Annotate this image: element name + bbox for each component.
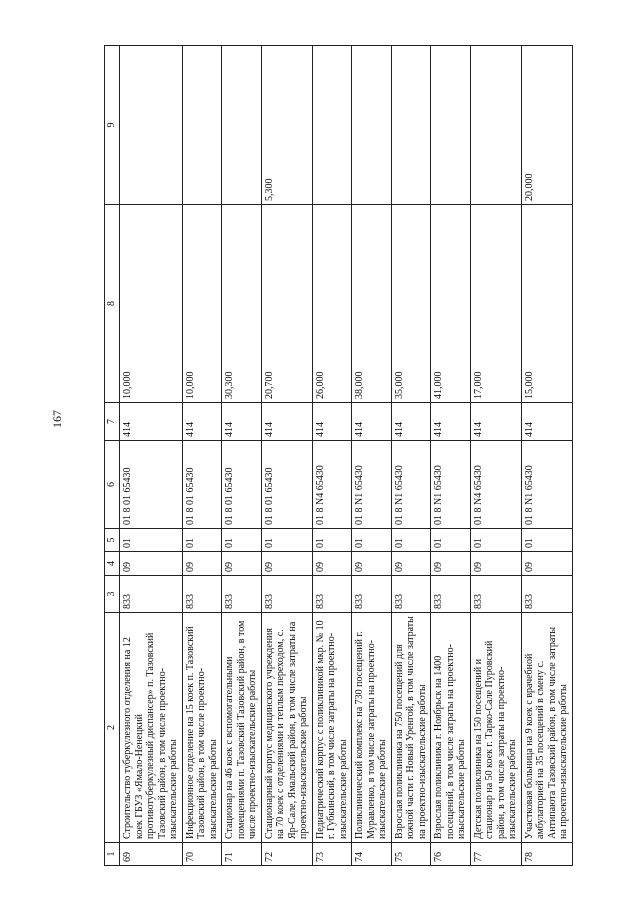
row-number: 70 — [182, 843, 222, 866]
amount-col8: 30,300 — [222, 205, 262, 403]
amount-col8: 41,000 — [431, 205, 471, 403]
object-name: Стационар на 46 коек с вспомогательными помещениями п. Тазовский Тазовский район, в том числе проектно-изыскательские работы — [222, 613, 262, 843]
object-name: Инфекционное отделение на 15 коек п. Тазовский Тазовский район, в том числе проектно-изыскательские работы — [182, 613, 222, 843]
object-name: Детская поликлиника на 150 посещений и стационар на 50 коек г. Тарко-Сале Пуровский район, в том числе затраты на проектно-изыскательские работы — [470, 613, 521, 843]
col-header: 8 — [105, 205, 120, 403]
ministry-code: 833 — [521, 576, 572, 613]
table-row — [261, 46, 312, 866]
ministry-code: 833 — [352, 576, 392, 613]
subsection-code: 01 — [222, 529, 262, 552]
section-code: 09 — [521, 552, 572, 576]
row-number: 76 — [431, 843, 471, 866]
col-header: 5 — [105, 529, 120, 552]
expense-type: 414 — [120, 403, 183, 441]
object-name: Взрослая поликлиника г. Ноябрьск на 1400 посещений, в том числе затраты на проектно-изыскательские работы — [431, 613, 471, 843]
amount-col9: 5,300 — [261, 46, 312, 205]
row-number: 73 — [312, 843, 352, 866]
budget-table — [104, 45, 573, 866]
col-header: 6 — [105, 441, 120, 529]
expense-type: 414 — [352, 403, 392, 441]
target-code: 01 8 01 65430 — [261, 441, 312, 529]
ministry-code: 833 — [182, 576, 222, 613]
subsection-code: 01 — [312, 529, 352, 552]
col-header: 9 — [105, 46, 120, 205]
target-code: 01 8 N4 65430 — [312, 441, 352, 529]
section-code: 09 — [352, 552, 392, 576]
object-name: Педиатрический корпус с поликлиникой мкр. № 10 г. Губкинский, в том числе затраты на проектно-изыскательские работы — [312, 613, 352, 843]
amount-col9 — [120, 46, 183, 205]
ministry-code: 833 — [120, 576, 183, 613]
row-number: 78 — [521, 843, 572, 866]
amount-col8: 35,000 — [391, 205, 431, 403]
target-code: 01 8 01 65430 — [222, 441, 262, 529]
row-number: 69 — [120, 843, 183, 866]
table-row — [521, 46, 572, 866]
table-row — [222, 46, 262, 866]
amount-col9 — [222, 46, 262, 205]
amount-col8: 15,000 — [521, 205, 572, 403]
expense-type: 414 — [222, 403, 262, 441]
object-name: Стационарный корпус медицинского учреждения на 70 коек с отделениями и теплым переходом, с. Яр-Сале, Ямальский район, в том числе затраты на проектно-изыскательские работы — [261, 613, 312, 843]
ministry-code: 833 — [431, 576, 471, 613]
target-code: 01 8 N4 65430 — [470, 441, 521, 529]
ministry-code: 833 — [261, 576, 312, 613]
subsection-code: 01 — [470, 529, 521, 552]
amount-col8: 38,000 — [352, 205, 392, 403]
amount-col9 — [391, 46, 431, 205]
target-code: 01 8 N1 65430 — [521, 441, 572, 529]
header-row — [105, 46, 120, 866]
section-code: 09 — [391, 552, 431, 576]
col-header: 3 — [105, 576, 120, 613]
amount-col8: 10,000 — [120, 205, 183, 403]
section-code: 09 — [470, 552, 521, 576]
target-code: 01 8 01 65430 — [120, 441, 183, 529]
amount-col9 — [431, 46, 471, 205]
object-name: Участковая больница на 9 коек с врачебной амбулаторией на 35 посещений в смену с. Антипаюта Тазовский район, в том числе затраты на проектно-изыскательские работы — [521, 613, 572, 843]
ministry-code: 833 — [391, 576, 431, 613]
amount-col8: 26,000 — [312, 205, 352, 403]
object-name: Поликлинический комплекс на 730 посещений г. Муравленко, в том числе затраты на проектно-изыскательские работы — [352, 613, 392, 843]
section-code: 09 — [431, 552, 471, 576]
subsection-code: 01 — [261, 529, 312, 552]
page-number: 167 — [50, 410, 64, 428]
row-number: 74 — [352, 843, 392, 866]
amount-col9 — [352, 46, 392, 205]
section-code: 09 — [222, 552, 262, 576]
object-name: Взрослая поликлиника на 750 посещений для южной части г. Новый Уренгой, в том числе затраты на проектно-изыскательские работы — [391, 613, 431, 843]
row-number: 75 — [391, 843, 431, 866]
table-row — [352, 46, 392, 866]
section-code: 09 — [120, 552, 183, 576]
subsection-code: 01 — [431, 529, 471, 552]
expense-type: 414 — [431, 403, 471, 441]
table-row — [391, 46, 431, 866]
amount-col9: 20,000 — [521, 46, 572, 205]
col-header: 1 — [105, 843, 120, 866]
table-row — [182, 46, 222, 866]
amount-col8: 20,700 — [261, 205, 312, 403]
amount-col8: 10,000 — [182, 205, 222, 403]
ministry-code: 833 — [312, 576, 352, 613]
subsection-code: 01 — [521, 529, 572, 552]
ministry-code: 833 — [470, 576, 521, 613]
col-header: 7 — [105, 403, 120, 441]
target-code: 01 8 01 65430 — [182, 441, 222, 529]
expense-type: 414 — [470, 403, 521, 441]
section-code: 09 — [182, 552, 222, 576]
amount-col9 — [470, 46, 521, 205]
amount-col9 — [182, 46, 222, 205]
subsection-code: 01 — [391, 529, 431, 552]
table-row — [120, 46, 183, 866]
subsection-code: 01 — [352, 529, 392, 552]
subsection-code: 01 — [120, 529, 183, 552]
expense-type: 414 — [261, 403, 312, 441]
subsection-code: 01 — [182, 529, 222, 552]
expense-type: 414 — [391, 403, 431, 441]
target-code: 01 8 N1 65430 — [391, 441, 431, 529]
table-row — [470, 46, 521, 866]
section-code: 09 — [261, 552, 312, 576]
rotated-table-container — [104, 46, 569, 866]
target-code: 01 8 N1 65430 — [352, 441, 392, 529]
expense-type: 414 — [182, 403, 222, 441]
ministry-code: 833 — [222, 576, 262, 613]
table-row — [431, 46, 471, 866]
table-region — [104, 46, 569, 866]
row-number: 77 — [470, 843, 521, 866]
amount-col9 — [312, 46, 352, 205]
col-header: 2 — [105, 613, 120, 843]
section-code: 09 — [312, 552, 352, 576]
row-number: 71 — [222, 843, 262, 866]
object-name: Строительство туберкулезного отделения на 12 коек ГБУЗ «Ямало-Ненецкий противотуберкулезный диспансер» п. Тазовский Тазовский район, в том числе проектно-изыскательские работы — [120, 613, 183, 843]
expense-type: 414 — [312, 403, 352, 441]
col-header: 4 — [105, 552, 120, 576]
row-number: 72 — [261, 843, 312, 866]
table-row — [312, 46, 352, 866]
amount-col8: 17,000 — [470, 205, 521, 403]
target-code: 01 8 N1 65430 — [431, 441, 471, 529]
expense-type: 414 — [521, 403, 572, 441]
